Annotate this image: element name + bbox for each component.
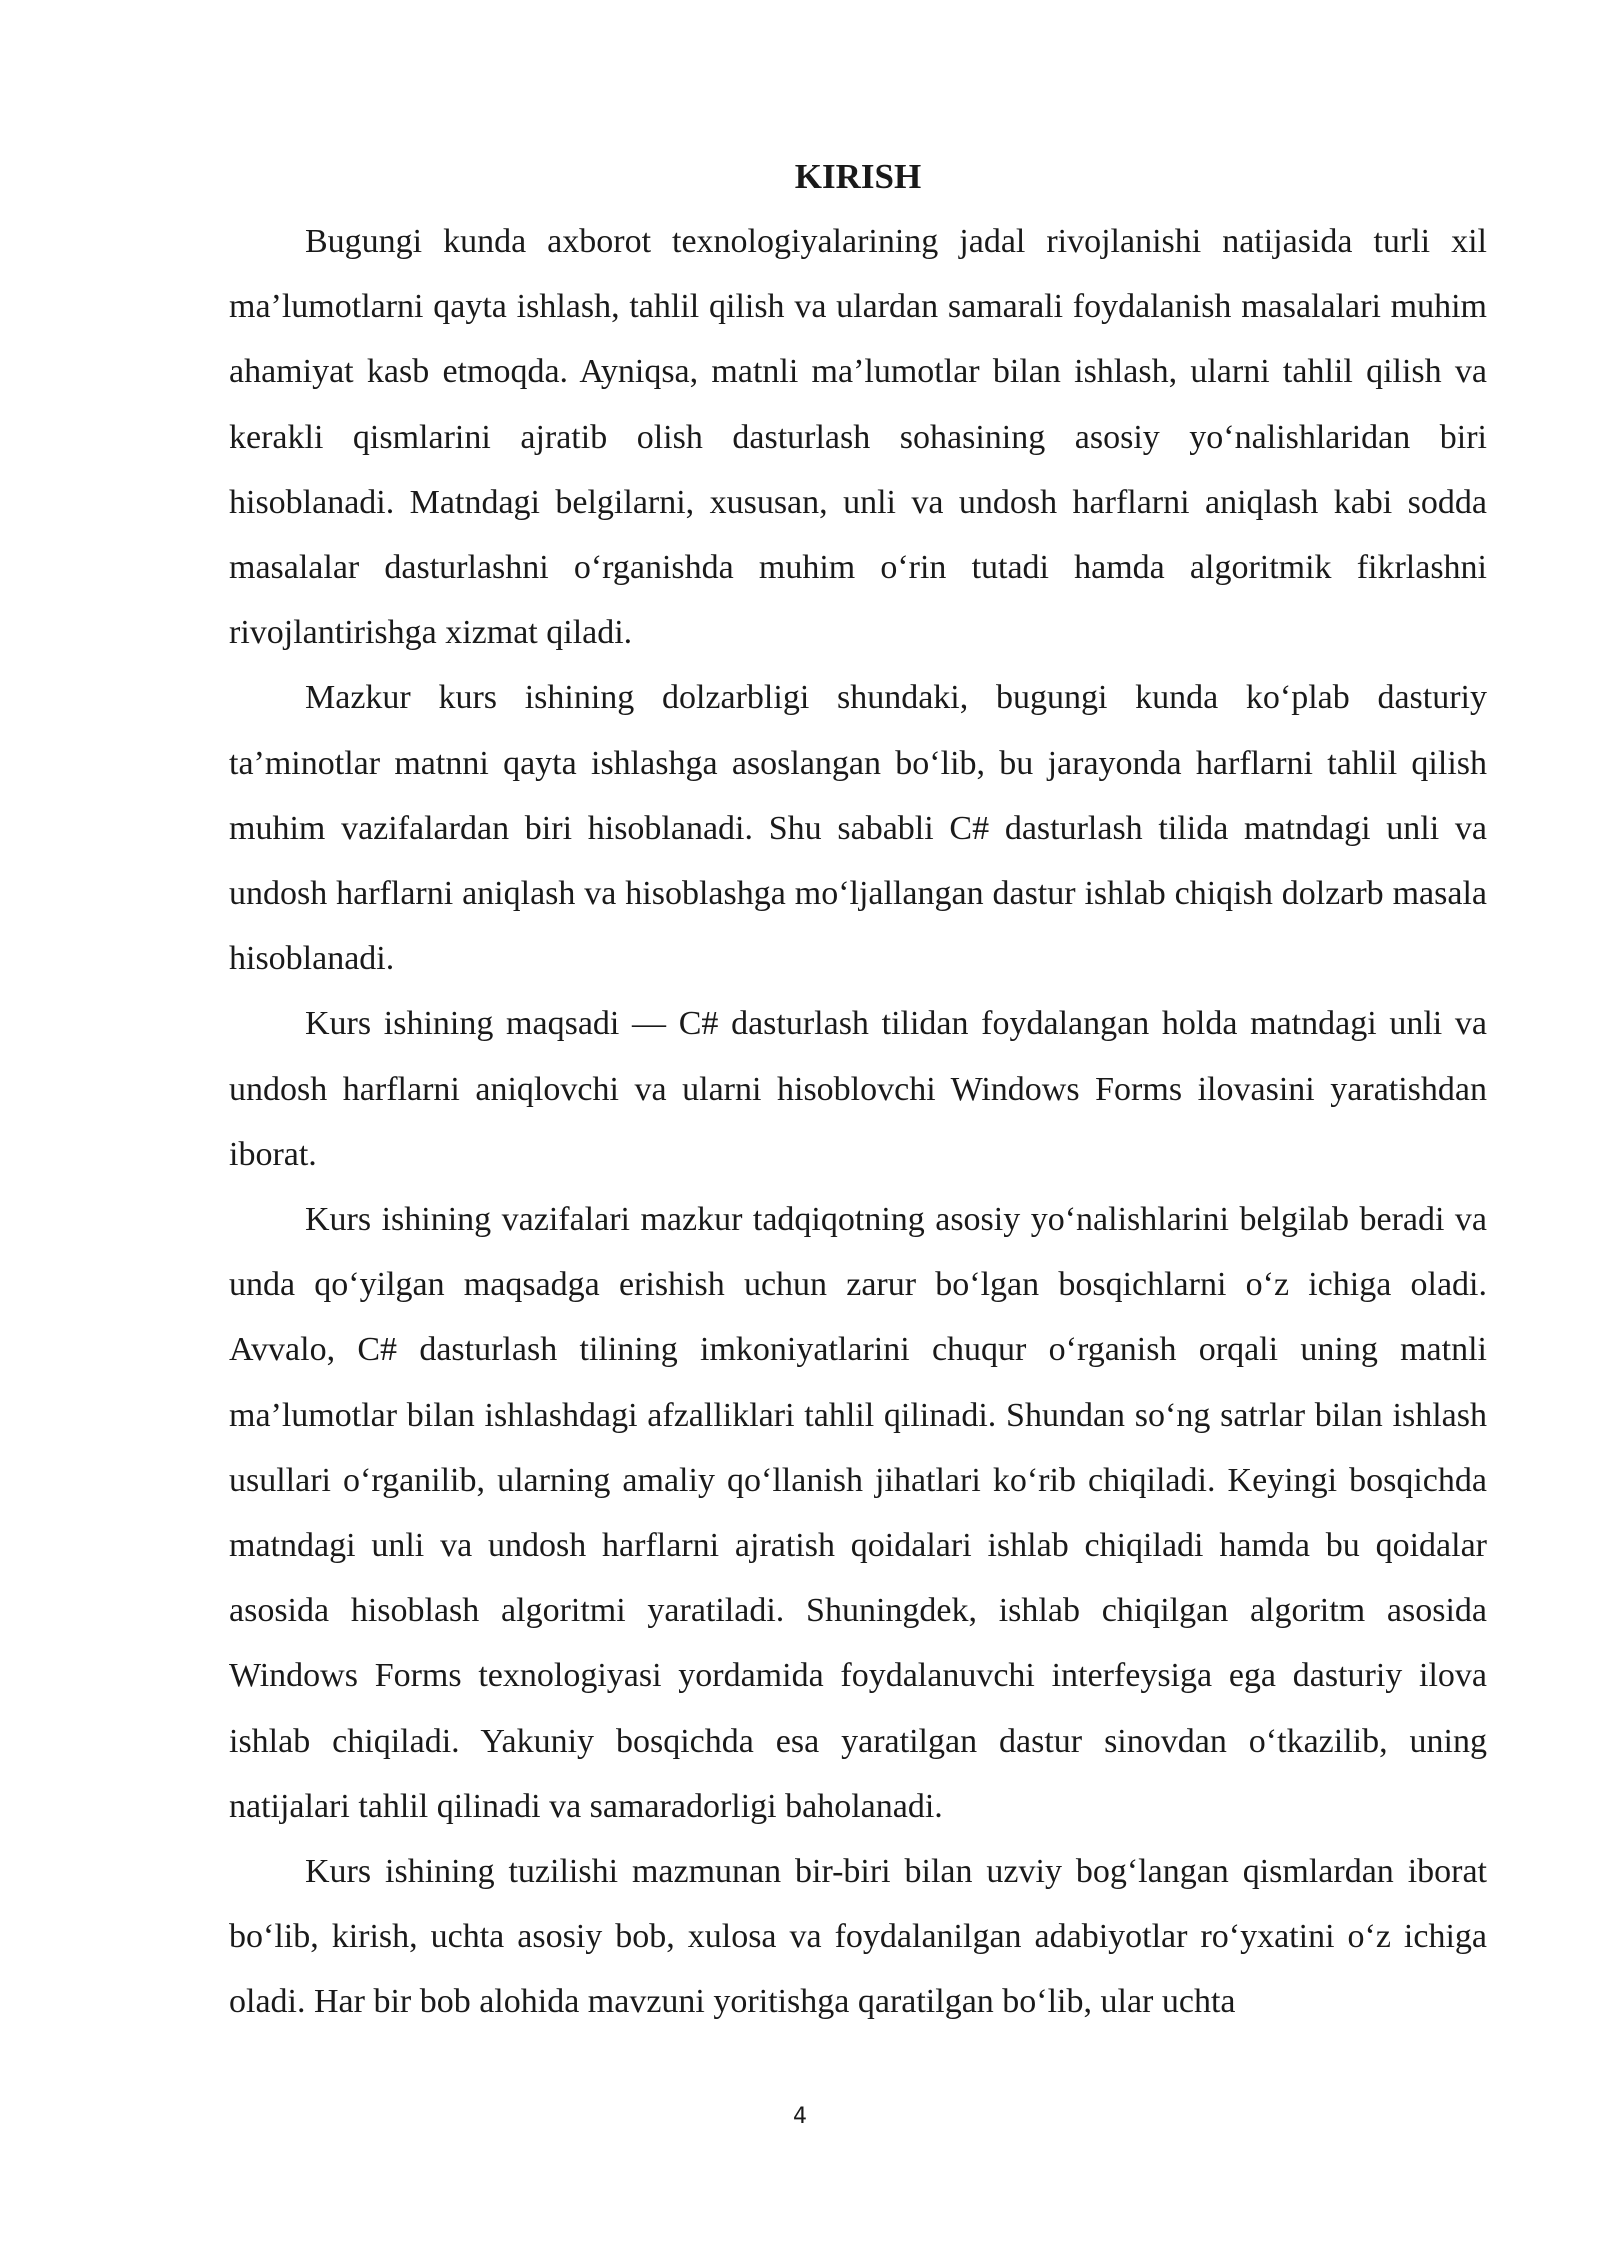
section-title: KIRISH (794, 157, 922, 196)
paragraph-relevance: Mazkur kurs ishining dolzarbligi shundaki, bugungi kunda ko‘plab dasturiy ta’minotlar matnni qayta ishlashga asoslangan bo‘lib, bu jarayonda harflarni tahlil qilish muhim vazifalardan biri hisoblanadi. Shu sababli C# dasturlash tilida matndagi unli va undosh harflarni aniqlash va hisoblashga mo‘ljallangan dastur ishlab chiqish dolzarb masala hisoblanadi. (229, 679, 1487, 978)
paragraph-goal: Kurs ishining maqsadi — C# dasturlash tilidan foydalangan holda matndagi unli va undosh harflarni aniqlovchi va ularni hisoblovchi Windows Forms ilovasini yaratishdan iborat. (229, 1005, 1487, 1173)
paragraph-structure: Kurs ishining tuzilishi mazmunan bir-biri bilan uzviy bog‘langan qismlardan iborat bo‘lib, kirish, uchta asosiy bob, xulosa va foydalanilgan adabiyotlar ro‘yxatini o‘z ichiga oladi. Har bir bob alohida mavzuni yoritishga qaratilgan bo‘lib, ular uchta (229, 1853, 1487, 2021)
document-body (229, 148, 1487, 2035)
paragraph-tasks: Kurs ishining vazifalari mazkur tadqiqotning asosiy yo‘nalishlarini belgilab beradi va unda qo‘yilgan maqsadga erishish uchun zarur bo‘lgan bosqichlarni o‘z ichiga oladi. Avvalo, C# dasturlash tilining imkoniyatlarini chuqur o‘rganish orqali uning matnli ma’lumotlar bilan ishlashdagi afzalliklari tahlil qilinadi. Shundan so‘ng satrlar bilan ishlash usullari o‘rganilib, ularning amaliy qo‘llanish jihatlari ko‘rib chiqiladi. Keyingi bosqichda matndagi unli va undosh harflarni ajratish qoidalari ishlab chiqiladi hamda bu qoidalar asosida hisoblash algoritmi yaratiladi. Shuningdek, ishlab chiqilgan algoritm asosida Windows Forms texnologiyasi yordamida foydalanuvchi interfeysiga ega dasturiy ilova ishlab chiqiladi. Yakuniy bosqichda esa yaratilgan dastur sinovdan o‘tkazilib, uning natijalari tahlil qilinadi va samaradorligi baholanadi. (229, 1201, 1487, 1825)
page-number: 4 (793, 2104, 807, 2129)
paragraph-introduction: Bugungi kunda axborot texnologiyalarining jadal rivojlanishi natijasida turli xil ma’lumotlarni qayta ishlash, tahlil qilish va ulardan samarali foydalanish masalalari muhim ahamiyat kasb etmoqda. Ayniqsa, matnli ma’lumotlar bilan ishlash, ularni tahlil qilish va kerakli qismlarini ajratib olish dasturlash sohasining asosiy yo‘nalishlaridan biri hisoblanadi. Matndagi belgilarni, xususan, unli va undosh harflarni aniqlash kabi sodda masalalar dasturlashni o‘rganishda muhim o‘rin tutadi hamda algoritmik fikrlashni rivojlantirishga xizmat qiladi. (229, 223, 1487, 652)
